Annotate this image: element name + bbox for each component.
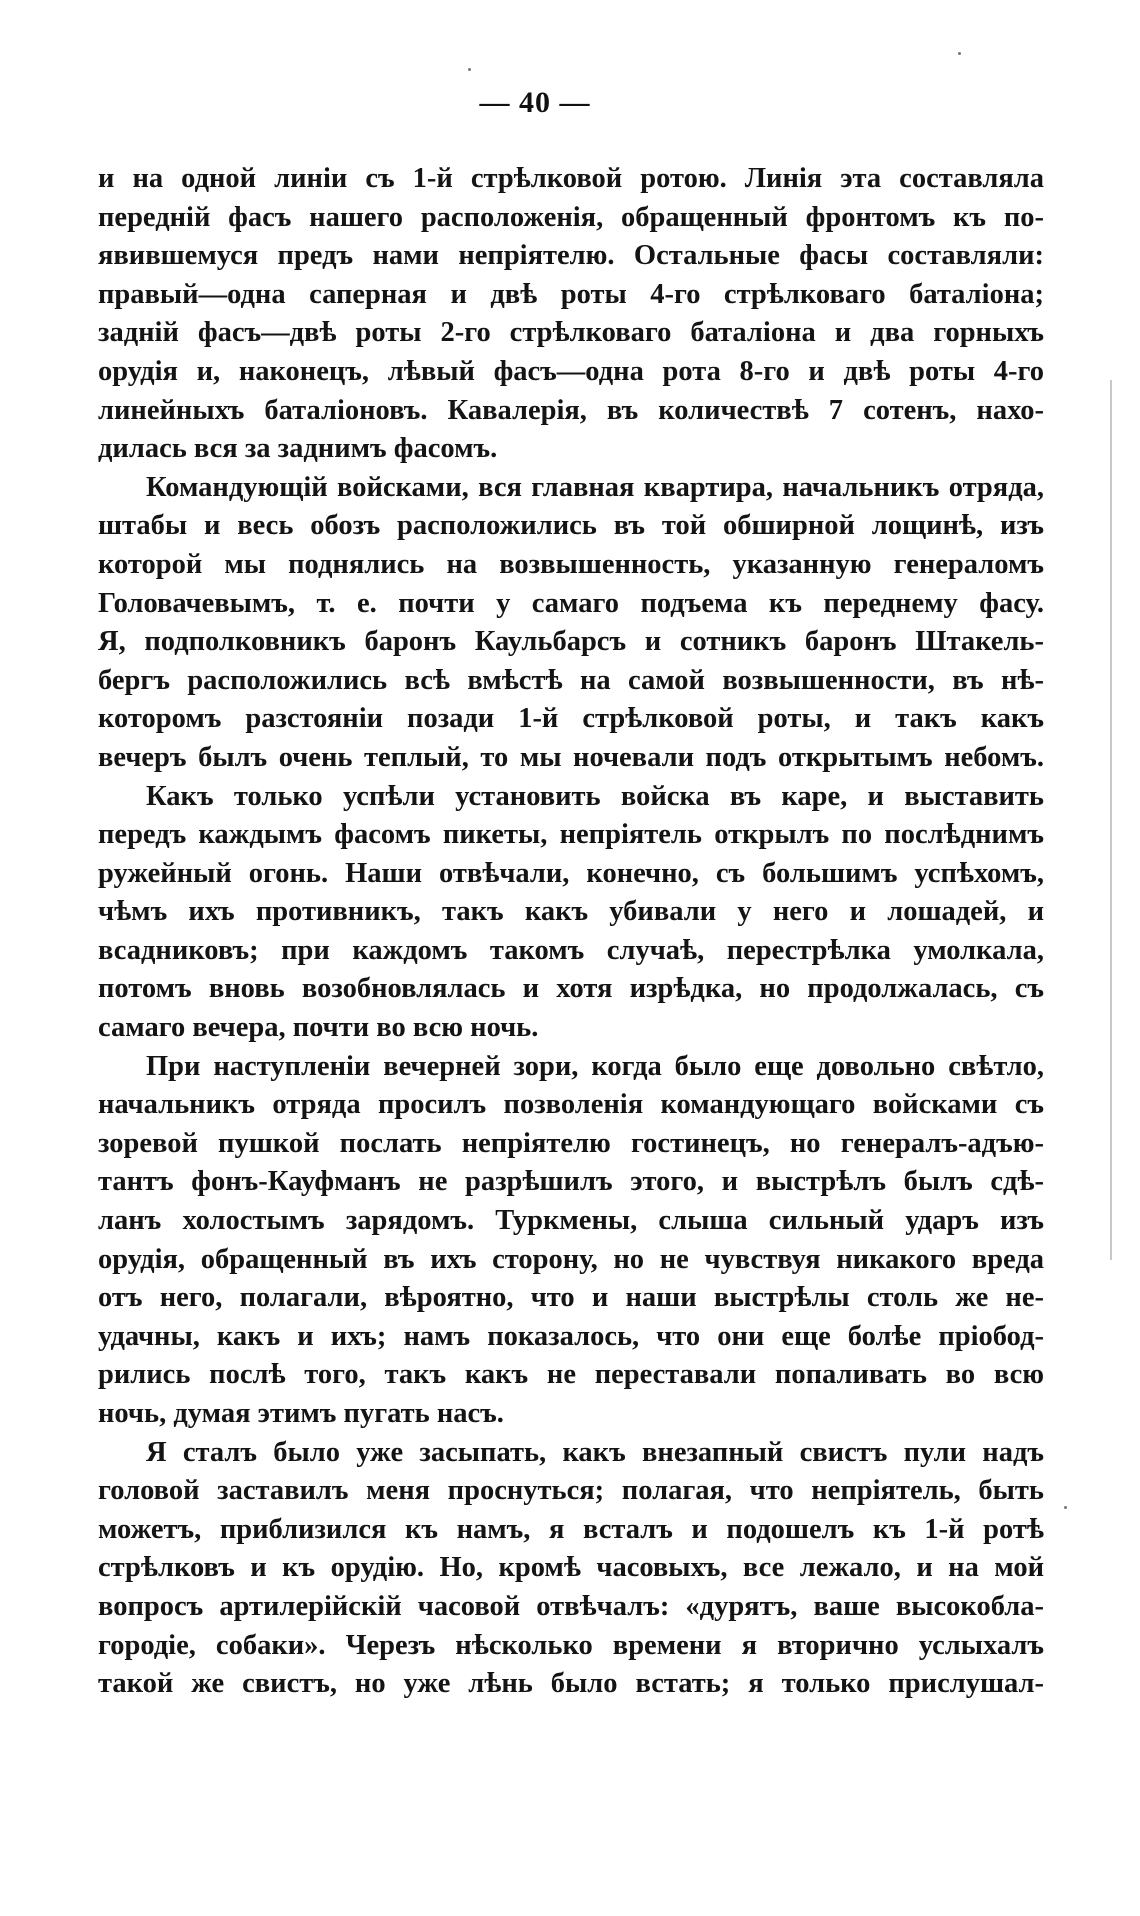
text-line: штабы и весь обозъ расположились въ той обширной лощинѣ, изъ [98,510,1044,542]
text-line: При наступленіи вечерней зори, когда было еще довольно свѣтло, [146,1050,1044,1082]
text-line: которой мы поднялись на возвышенность, указанную генераломъ [98,548,1044,580]
text-line: передъ каждымъ фасомъ пикеты, непріятель открылъ по послѣднимъ [98,819,1044,851]
text-line: ночь, думая этимъ пугать насъ. [98,1398,504,1429]
text-line: отъ него, полагали, вѣроятно, что и наши выстрѣлы столь же не- [98,1282,1044,1314]
text-line: которомъ разстояніи позади 1-й стрѣлковой роты, и такъ какъ [98,703,1044,735]
text-line: можетъ, приблизился къ намъ, я всталъ и подошелъ къ 1-й ротѣ [98,1513,1044,1545]
text-line: ланъ холостымъ зарядомъ. Туркмены, слыша сильный ударъ изъ [98,1205,1044,1237]
text-line: такой же свистъ, но уже лѣнь было встать; я только прислушал- [98,1668,1044,1700]
paragraph [98,1048,1044,1434]
text-line: чѣмъ ихъ противникъ, такъ какъ убивали у него и лошадей, и [98,896,1044,928]
text-line: передній фасъ нашего расположенія, обращенный фронтомъ къ по- [98,201,1044,233]
text-line: потомъ вновь возобновлялась и хотя изрѣдка, но продолжалась, съ [98,973,1044,1005]
text-line: орудія и, наконецъ, лѣвый фасъ—одна рота 8-го и двѣ роты 4-го [98,355,1044,387]
paragraph [98,469,1044,778]
text-line: вечеръ былъ очень теплый, то мы ночевали подъ открытымъ небомъ. [98,741,1044,773]
text-line: Я, подполковникъ баронъ Каульбарсъ и сотникъ баронъ Штакель- [98,626,1044,658]
paragraph [98,1434,1044,1704]
scan-speck [1064,1506,1067,1509]
text-line: линейныхъ баталіоновъ. Кавалерія, въ количествѣ 7 сотенъ, нахо- [98,394,1044,426]
text-line: начальникъ отряда просилъ позволенія командующаго войсками съ [98,1089,1044,1121]
text-line: стрѣлковъ и къ орудію. Но, кромѣ часовыхъ, все лежало, и на мой [98,1552,1044,1584]
text-line: и на одной линіи съ 1-й стрѣлковой ротою. Линія эта составляла [98,163,1044,194]
text-line: удачны, какъ и ихъ; намъ показалось, что они еще болѣе пріобод- [98,1320,1044,1352]
text-line: Какъ только успѣли установить войска въ каре, и выставить [146,780,1044,812]
text-line: головой заставилъ меня проснуться; полагая, что непріятель, быть [98,1475,1044,1507]
text-line: Головачевымъ, т. е. почти у самаго подъема къ переднему фасу. [98,587,1044,619]
text-line: рились послѣ того, такъ какъ не переставали попаливать во всю [98,1359,1044,1391]
text-line: задній фасъ—двѣ роты 2-го стрѣлковаго баталіона и два горныхъ [98,317,1044,349]
text-line: самаго вечера, почти во всю ночь. [98,1012,539,1044]
text-line: дилась вся за заднимъ фасомъ. [98,433,498,465]
text-line: тантъ фонъ-Кауфманъ не разрѣшилъ этого, и выстрѣлъ былъ сдѣ- [98,1166,1044,1198]
paragraph [98,778,1044,1048]
text-line: Я сталъ было уже засыпать, какъ внезапный свистъ пули надъ [146,1436,1044,1468]
scan-speck [958,52,961,55]
text-line: всадниковъ; при каждомъ такомъ случаѣ, перестрѣлка умолкала, [98,934,1044,966]
text-line: зоревой пушкой послать непріятелю гостинецъ, но генералъ-адъю- [98,1127,1044,1159]
page-number: — 40 — [479,86,591,119]
scan-margin-shadow [1110,380,1112,1260]
text-line: орудія, обращенный въ ихъ сторону, но не чувствуя никакого вреда [98,1243,1044,1275]
paragraph [98,160,1044,469]
text-line: бергъ расположились всѣ вмѣстѣ на самой возвышенности, въ нѣ- [98,664,1044,696]
body-text [98,160,1044,1704]
text-line: вопросъ артилерійскій часовой отвѣчалъ: «дурятъ, ваше высокобла- [98,1590,1044,1622]
text-line: ружейный огонь. Наши отвѣчали, конечно, съ большимъ успѣхомъ, [98,857,1044,889]
text-line: явившемуся предъ нами непріятелю. Остальные фасы составляли: [98,240,1044,272]
text-line: Командующій войсками, вся главная квартира, начальникъ отряда, [146,471,1044,503]
scan-speck [468,68,471,71]
text-line: правый—одна саперная и двѣ роты 4-го стрѣлковаго баталіона; [98,278,1044,310]
text-line: городіе, собаки». Черезъ нѣсколько времени я вторично услыхалъ [98,1629,1044,1661]
